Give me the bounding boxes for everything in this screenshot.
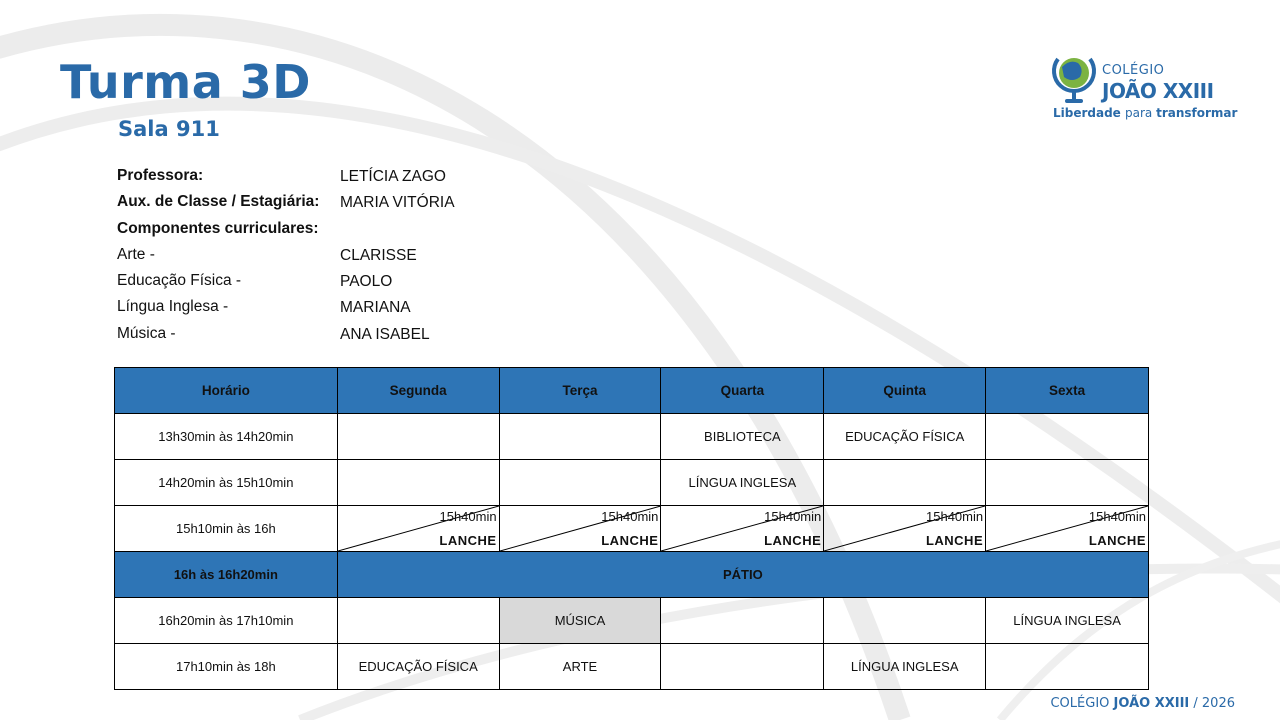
col-header-horario: Horário [115, 368, 338, 414]
logo-tagline: Liberdade para transformar [1053, 106, 1238, 120]
info-label: Arte - [117, 245, 155, 263]
lanche-time: 15h40min [439, 509, 497, 524]
col-header-sexta: Sexta [986, 368, 1149, 414]
time-cell: 16h às 16h20min [115, 552, 338, 598]
table-row [115, 598, 1149, 644]
schedule-cell [661, 644, 824, 690]
schedule-cell: EDUCAÇÃO FÍSICA [337, 644, 499, 690]
table-row [115, 460, 1149, 506]
lanche-cell [661, 506, 824, 552]
table-header-row [115, 368, 1149, 414]
logo-college-text: COLÉGIO [1102, 63, 1165, 78]
school-logo [1050, 47, 1240, 127]
schedule-cell [986, 414, 1149, 460]
lanche-cell [986, 506, 1149, 552]
col-header-quarta: Quarta [661, 368, 824, 414]
schedule-cell: LÍNGUA INGLESA [986, 598, 1149, 644]
table-row [115, 644, 1149, 690]
lanche-time: 15h40min [601, 509, 659, 524]
schedule-cell [661, 598, 824, 644]
schedule-cell [499, 460, 661, 506]
info-value: MARIANA [340, 299, 411, 317]
room-subtitle: Sala 911 [118, 117, 220, 141]
schedule-cell [337, 460, 499, 506]
time-cell: 15h10min às 16h [115, 506, 338, 552]
footer-text: COLÉGIO JOÃO XXIII / 2026 [1050, 696, 1235, 711]
lanche-label: LANCHE [439, 533, 497, 548]
info-value: PAOLO [340, 273, 393, 291]
schedule-cell [824, 460, 986, 506]
time-cell: 14h20min às 15h10min [115, 460, 338, 506]
info-value: LETÍCIA ZAGO [340, 168, 446, 185]
lanche-label: LANCHE [1088, 533, 1146, 548]
schedule-cell: ARTE [499, 644, 661, 690]
table-row-break [115, 552, 1149, 598]
info-label: Aux. de Classe / Estagiária: [117, 193, 320, 211]
table-row [115, 414, 1149, 460]
info-value: CLARISSE [340, 246, 417, 264]
lanche-label: LANCHE [925, 533, 984, 548]
time-cell: 16h20min às 17h10min [115, 598, 338, 644]
lanche-cell [499, 506, 661, 552]
schedule-cell: EDUCAÇÃO FÍSICA [824, 414, 986, 460]
lanche-cell [824, 506, 986, 552]
info-label: Componentes curriculares: [117, 219, 319, 237]
info-label: Educação Física - [117, 272, 242, 290]
schedule-cell [499, 414, 661, 460]
schedule-table [114, 367, 1149, 690]
col-header-terca: Terça [499, 368, 661, 414]
schedule-cell: LÍNGUA INGLESA [661, 460, 824, 506]
lanche-time: 15h40min [926, 509, 984, 524]
col-header-segunda: Segunda [337, 368, 499, 414]
lanche-cell [337, 506, 499, 552]
schedule-cell: MÚSICA [499, 598, 661, 644]
lanche-time: 15h40min [764, 509, 822, 524]
logo-name-text: JOÃO XXIII [1102, 79, 1214, 103]
lanche-label: LANCHE [764, 533, 822, 548]
break-cell: PÁTIO [337, 552, 1148, 598]
col-header-quinta: Quinta [824, 368, 986, 414]
info-value: MARIA VITÓRIA [340, 194, 455, 212]
page-title: Turma 3D [60, 55, 311, 109]
time-cell: 13h30min às 14h20min [115, 414, 338, 460]
info-label: Música - [117, 324, 176, 342]
schedule-cell: BIBLIOTECA [661, 414, 824, 460]
schedule-cell [337, 414, 499, 460]
time-cell: 17h10min às 18h [115, 644, 338, 690]
info-label: Língua Inglesa - [117, 298, 229, 316]
schedule-cell [986, 460, 1149, 506]
lanche-time: 15h40min [1088, 509, 1146, 524]
schedule-cell [986, 644, 1149, 690]
schedule-cell: LÍNGUA INGLESA [824, 644, 986, 690]
schedule-cell [337, 598, 499, 644]
info-value: ANA ISABEL [340, 325, 430, 343]
globe-icon [1050, 47, 1100, 105]
info-label: Professora: [117, 167, 204, 184]
table-row-lanche [115, 506, 1149, 552]
lanche-label: LANCHE [601, 533, 659, 548]
schedule-cell [824, 598, 986, 644]
